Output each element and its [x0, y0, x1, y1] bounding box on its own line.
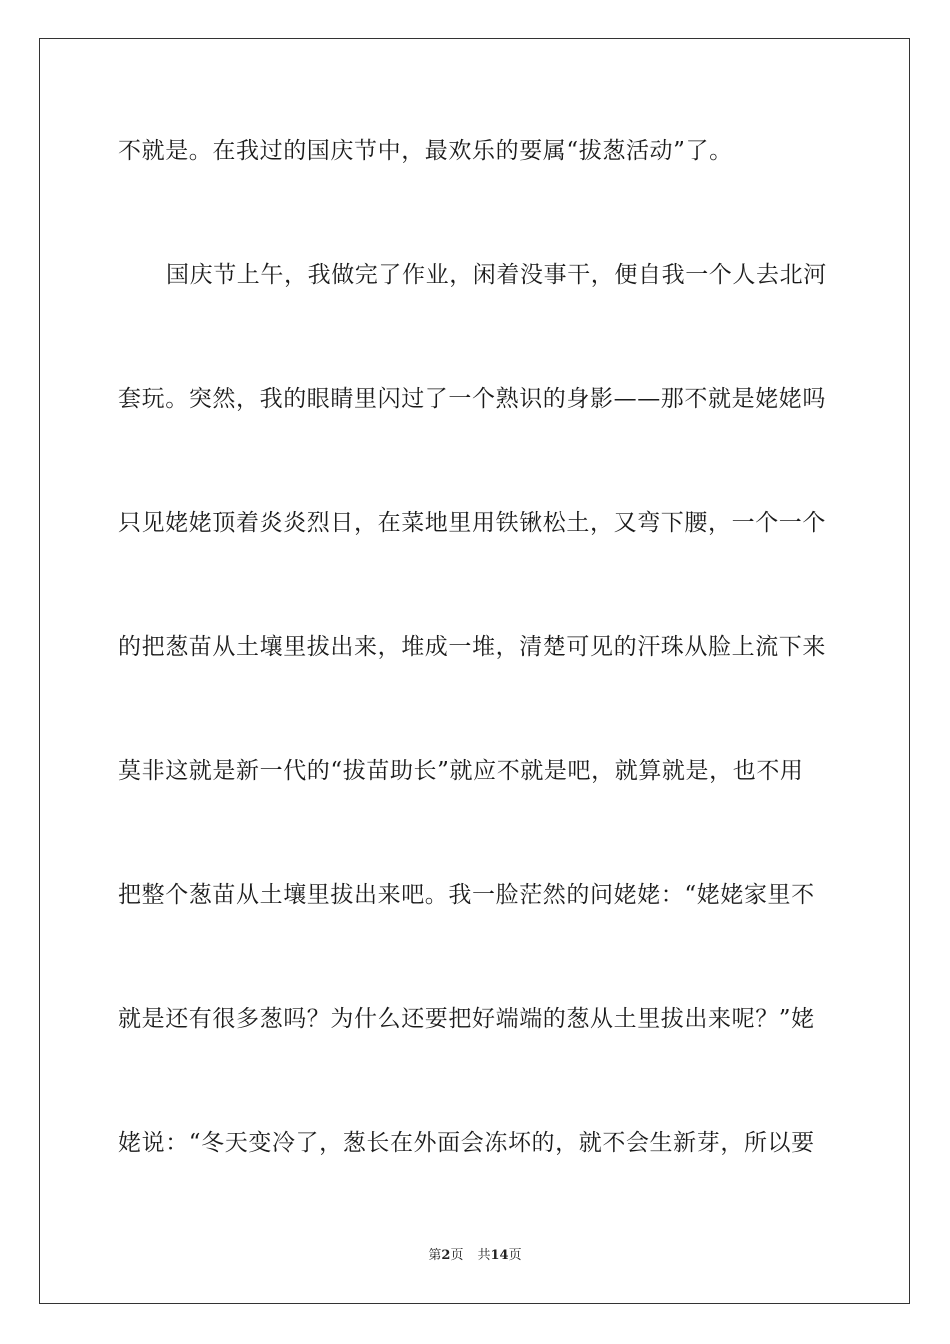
text-line-6: 莫非这就是新一代的“拔苗助长”就应不就是吧，就算就是，也不用	[118, 758, 804, 784]
text-line-7: 把整个葱苗从土壤里拔出来吧。我一脸茫然的问姥姥：“姥姥家里不	[118, 882, 815, 908]
text-line-4: 只见姥姥顶着炎炎烈日，在菜地里用铁锹松土，又弯下腰，一个一个	[118, 510, 826, 536]
text-line-8: 就是还有很多葱吗？为什么还要把好端端的葱从土里拔出来呢？”姥	[118, 1006, 815, 1032]
page-number: 2	[441, 1248, 451, 1263]
page-footer	[0, 1247, 950, 1265]
text-line-9: 姥说：“冬天变冷了，葱长在外面会冻坏的，就不会生新芽，所以要	[118, 1130, 815, 1156]
total-prefix: 共	[477, 1248, 491, 1263]
page-suffix: 页	[450, 1248, 464, 1263]
text-line-2-paragraph-start: 国庆节上午，我做完了作业，闲着没事干，便自我一个人去北河	[166, 262, 827, 288]
text-line-3: 套玩。突然，我的眼睛里闪过了一个熟识的身影——那不就是姥姥吗	[118, 386, 826, 412]
total-pages: 14	[490, 1248, 509, 1263]
page-prefix: 第	[428, 1248, 442, 1263]
text-line-1: 不就是。在我过的国庆节中，最欢乐的要属“拔葱活动”了。	[118, 138, 733, 164]
page-border	[39, 38, 910, 1304]
text-line-5: 的把葱苗从土壤里拔出来，堆成一堆，清楚可见的汗珠从脸上流下来	[118, 634, 826, 660]
total-suffix: 页	[508, 1248, 522, 1263]
